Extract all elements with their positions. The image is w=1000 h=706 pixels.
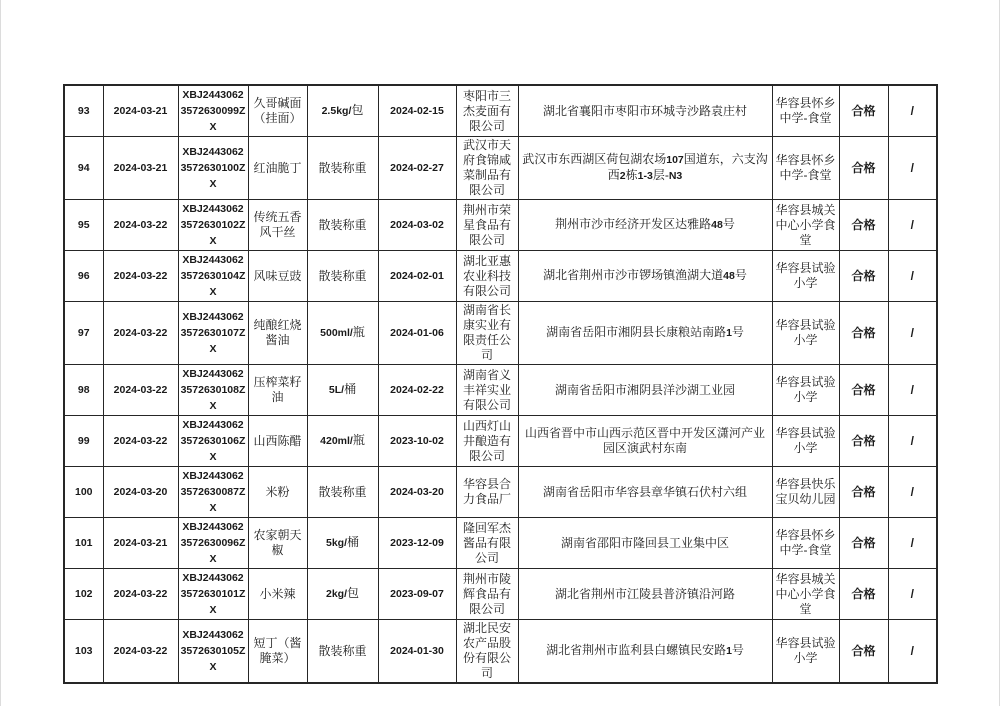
remark-cell: / — [888, 467, 937, 518]
school-canteen-cell: 华容县试验小学 — [772, 416, 839, 467]
product-name-cell: 红油脆丁 — [248, 137, 307, 200]
manufacturer-cell: 湖南省义丰祥实业有限公司 — [456, 365, 518, 416]
production-date-cell: 2024-02-27 — [378, 137, 456, 200]
spec-cell: 500ml/瓶 — [307, 302, 378, 365]
manufacturer-cell: 湖南省长康实业有限责任公司 — [456, 302, 518, 365]
product-name-cell: 久哥碱面（挂面） — [248, 85, 307, 137]
manufacturer-address-cell: 湖北省荆州市监利县白螺镇民安路1号 — [518, 620, 772, 684]
inspection-record-table — [63, 84, 938, 684]
table-row — [64, 518, 937, 569]
spec-cell: 散装称重 — [307, 467, 378, 518]
table-row — [64, 137, 937, 200]
sample-number-cell: XBJ24430623572630105ZX — [178, 620, 248, 684]
product-name-cell: 纯酿红烧酱油 — [248, 302, 307, 365]
manufacturer-cell: 荆州市荣星食品有限公司 — [456, 200, 518, 251]
spec-cell: 散装称重 — [307, 620, 378, 684]
manufacturer-cell: 武汉市天府食锦咸菜制品有限公司 — [456, 137, 518, 200]
result-cell: 合格 — [839, 416, 888, 467]
row-number-cell: 100 — [64, 467, 103, 518]
sample-number-cell: XBJ24430623572630100ZX — [178, 137, 248, 200]
school-canteen-cell: 华容县城关中心小学食堂 — [772, 200, 839, 251]
production-date-cell: 2023-10-02 — [378, 416, 456, 467]
production-date-cell: 2024-01-30 — [378, 620, 456, 684]
manufacturer-address-cell: 湖北省襄阳市枣阳市环城寺沙路袁庄村 — [518, 85, 772, 137]
result-cell: 合格 — [839, 302, 888, 365]
manufacturer-address-cell: 湖南省岳阳市湘阴县洋沙湖工业园 — [518, 365, 772, 416]
sample-date-cell: 2024-03-20 — [103, 467, 178, 518]
spec-cell: 5L/桶 — [307, 365, 378, 416]
remark-cell: / — [888, 251, 937, 302]
table-row — [64, 416, 937, 467]
spec-cell: 散装称重 — [307, 137, 378, 200]
inspection-record-table-body — [64, 85, 937, 683]
row-number-cell: 103 — [64, 620, 103, 684]
manufacturer-cell: 枣阳市三杰麦面有限公司 — [456, 85, 518, 137]
sample-date-cell: 2024-03-22 — [103, 416, 178, 467]
sample-number-cell: XBJ24430623572630106ZX — [178, 416, 248, 467]
result-cell: 合格 — [839, 467, 888, 518]
sample-number-cell: XBJ24430623572630107ZX — [178, 302, 248, 365]
result-cell: 合格 — [839, 365, 888, 416]
row-number-cell: 96 — [64, 251, 103, 302]
manufacturer-address-cell: 湖北省荆州市江陵县普济镇沿河路 — [518, 569, 772, 620]
sample-date-cell: 2024-03-22 — [103, 569, 178, 620]
table-row — [64, 620, 937, 684]
school-canteen-cell: 华容县试验小学 — [772, 365, 839, 416]
row-number-cell: 94 — [64, 137, 103, 200]
sample-number-cell: XBJ24430623572630108ZX — [178, 365, 248, 416]
production-date-cell: 2024-02-15 — [378, 85, 456, 137]
row-number-cell: 95 — [64, 200, 103, 251]
school-canteen-cell: 华容县怀乡中学-食堂 — [772, 518, 839, 569]
school-canteen-cell: 华容县试验小学 — [772, 251, 839, 302]
sample-date-cell: 2024-03-21 — [103, 518, 178, 569]
sample-date-cell: 2024-03-22 — [103, 365, 178, 416]
product-name-cell: 短丁（酱腌菜） — [248, 620, 307, 684]
page-left-edge — [0, 0, 1, 706]
production-date-cell: 2024-03-02 — [378, 200, 456, 251]
manufacturer-address-cell: 湖北省荆州市沙市锣场镇渔湖大道48号 — [518, 251, 772, 302]
school-canteen-cell: 华容县城关中心小学食堂 — [772, 569, 839, 620]
school-canteen-cell: 华容县试验小学 — [772, 302, 839, 365]
sample-date-cell: 2024-03-21 — [103, 137, 178, 200]
sample-number-cell: XBJ24430623572630099ZX — [178, 85, 248, 137]
school-canteen-cell: 华容县怀乡中学-食堂 — [772, 85, 839, 137]
spec-cell: 420ml/瓶 — [307, 416, 378, 467]
remark-cell: / — [888, 518, 937, 569]
production-date-cell: 2023-09-07 — [378, 569, 456, 620]
result-cell: 合格 — [839, 85, 888, 137]
spec-cell: 5kg/桶 — [307, 518, 378, 569]
manufacturer-address-cell: 荆州市沙市经济开发区达雅路48号 — [518, 200, 772, 251]
manufacturer-cell: 湖北亚惠农业科技有限公司 — [456, 251, 518, 302]
manufacturer-cell: 华容县合力食品厂 — [456, 467, 518, 518]
sample-date-cell: 2024-03-22 — [103, 251, 178, 302]
table-row — [64, 85, 937, 137]
row-number-cell: 102 — [64, 569, 103, 620]
manufacturer-address-cell: 湖南省岳阳市湘阴县长康粮站南路1号 — [518, 302, 772, 365]
school-canteen-cell: 华容县快乐宝贝幼儿园 — [772, 467, 839, 518]
remark-cell: / — [888, 416, 937, 467]
product-name-cell: 风味豆豉 — [248, 251, 307, 302]
product-name-cell: 农家朝天椒 — [248, 518, 307, 569]
manufacturer-address-cell: 山西省晋中市山西示范区晋中开发区潇河产业园区演武村东南 — [518, 416, 772, 467]
sample-date-cell: 2024-03-22 — [103, 302, 178, 365]
row-number-cell: 101 — [64, 518, 103, 569]
product-name-cell: 小米辣 — [248, 569, 307, 620]
remark-cell: / — [888, 569, 937, 620]
table-row — [64, 365, 937, 416]
table-row — [64, 302, 937, 365]
sample-number-cell: XBJ24430623572630101ZX — [178, 569, 248, 620]
remark-cell: / — [888, 137, 937, 200]
table-row — [64, 467, 937, 518]
result-cell: 合格 — [839, 518, 888, 569]
manufacturer-address-cell: 武汉市东西湖区荷包湖农场107国道东，六支沟西2栋1-3层-N3 — [518, 137, 772, 200]
remark-cell: / — [888, 200, 937, 251]
production-date-cell: 2024-01-06 — [378, 302, 456, 365]
row-number-cell: 97 — [64, 302, 103, 365]
table-row — [64, 200, 937, 251]
result-cell: 合格 — [839, 620, 888, 684]
sample-date-cell: 2024-03-21 — [103, 85, 178, 137]
product-name-cell: 米粉 — [248, 467, 307, 518]
result-cell: 合格 — [839, 251, 888, 302]
row-number-cell: 99 — [64, 416, 103, 467]
table-row — [64, 251, 937, 302]
product-name-cell: 压榨菜籽油 — [248, 365, 307, 416]
manufacturer-address-cell: 湖南省邵阳市隆回县工业集中区 — [518, 518, 772, 569]
remark-cell: / — [888, 365, 937, 416]
manufacturer-cell: 山西灯山井酿造有限公司 — [456, 416, 518, 467]
production-date-cell: 2024-02-01 — [378, 251, 456, 302]
remark-cell: / — [888, 85, 937, 137]
sample-number-cell: XBJ24430623572630102ZX — [178, 200, 248, 251]
table-row — [64, 569, 937, 620]
remark-cell: / — [888, 302, 937, 365]
sample-number-cell: XBJ24430623572630104ZX — [178, 251, 248, 302]
manufacturer-cell: 荆州市陵辉食品有限公司 — [456, 569, 518, 620]
row-number-cell: 98 — [64, 365, 103, 416]
spec-cell: 散装称重 — [307, 251, 378, 302]
production-date-cell: 2024-02-22 — [378, 365, 456, 416]
production-date-cell: 2024-03-20 — [378, 467, 456, 518]
manufacturer-address-cell: 湖南省岳阳市华容县章华镇石伏村六组 — [518, 467, 772, 518]
remark-cell: / — [888, 620, 937, 684]
row-number-cell: 93 — [64, 85, 103, 137]
sample-number-cell: XBJ24430623572630087ZX — [178, 467, 248, 518]
product-name-cell: 山西陈醋 — [248, 416, 307, 467]
spec-cell: 2.5kg/包 — [307, 85, 378, 137]
spec-cell: 散装称重 — [307, 200, 378, 251]
spec-cell: 2kg/包 — [307, 569, 378, 620]
manufacturer-cell: 湖北民安农产品股份有限公司 — [456, 620, 518, 684]
school-canteen-cell: 华容县试验小学 — [772, 620, 839, 684]
result-cell: 合格 — [839, 137, 888, 200]
result-cell: 合格 — [839, 200, 888, 251]
sample-number-cell: XBJ24430623572630096ZX — [178, 518, 248, 569]
production-date-cell: 2023-12-09 — [378, 518, 456, 569]
result-cell: 合格 — [839, 569, 888, 620]
sample-date-cell: 2024-03-22 — [103, 620, 178, 684]
sample-date-cell: 2024-03-22 — [103, 200, 178, 251]
manufacturer-cell: 隆回军杰酱品有限公司 — [456, 518, 518, 569]
school-canteen-cell: 华容县怀乡中学-食堂 — [772, 137, 839, 200]
product-name-cell: 传统五香风干丝 — [248, 200, 307, 251]
